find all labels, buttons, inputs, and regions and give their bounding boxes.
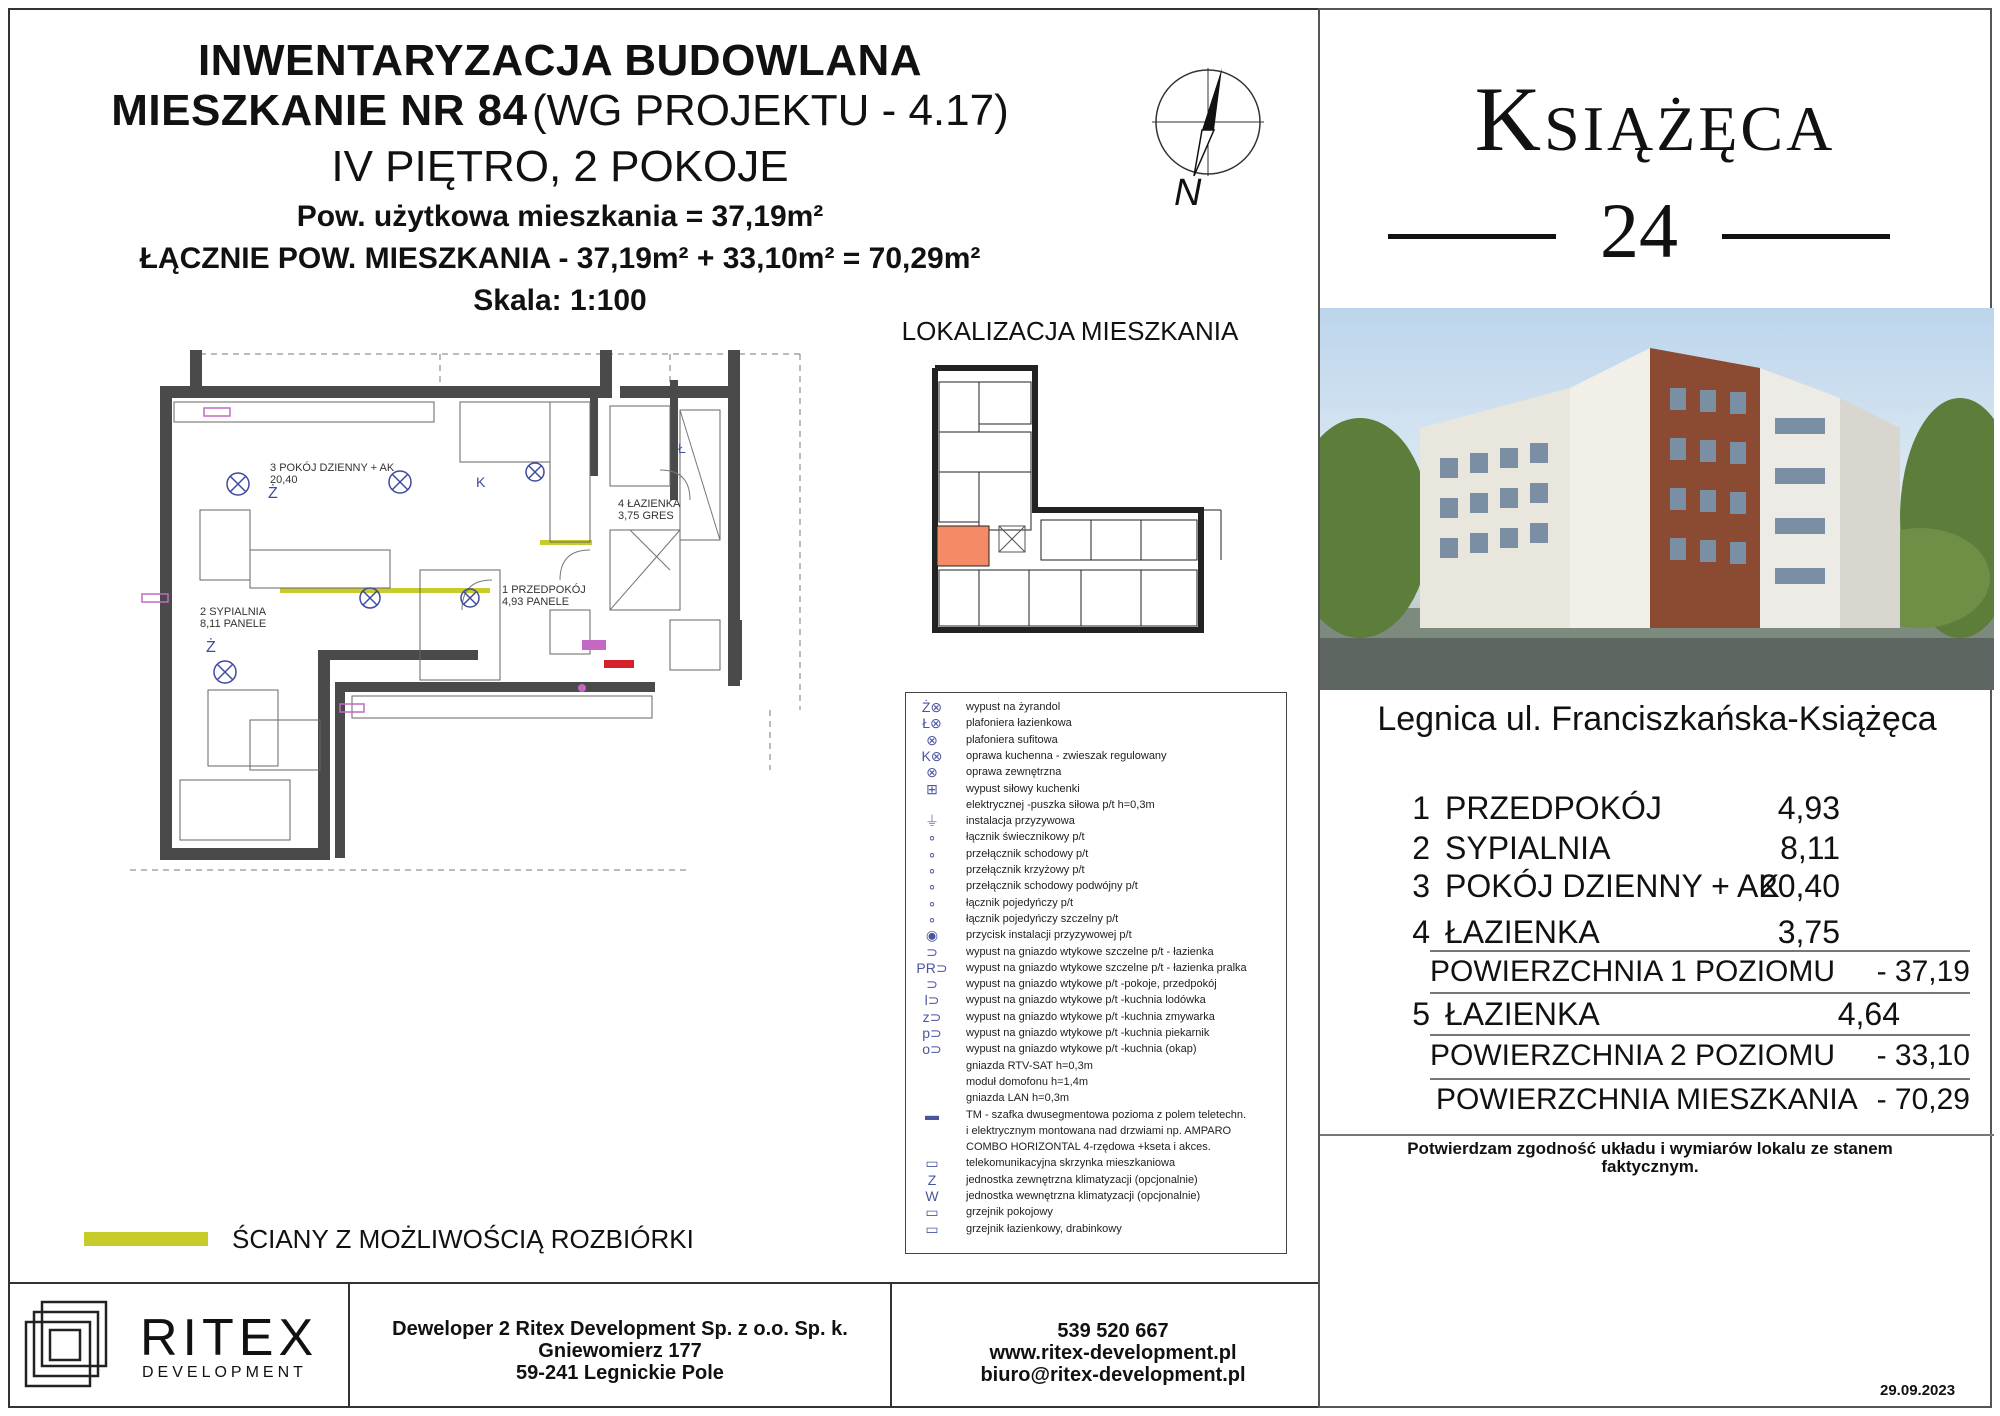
area-total: POWIERZCHNIA MIESZKANIA - 70,29 — [1430, 1078, 1970, 1118]
area-row-3: 3 POKÓJ DZIENNY + AK 20,40 — [1412, 868, 1840, 904]
legend-symbol-icon: ∘ — [927, 845, 937, 862]
legend-symbol-icon: K⊗ — [921, 747, 943, 764]
footer-divider — [8, 1282, 1320, 1284]
legend-text: wypust na gniazdo wtykowe szczelne p/t - łazienka — [966, 945, 1214, 958]
legend-text: łącznik pojedyńczy szczelny p/t — [966, 912, 1119, 925]
area-table-bottom-line — [1320, 1134, 1994, 1136]
header-project-number: (WG PROJEKTU - 4.17) — [532, 86, 1009, 135]
developer-name: Deweloper 2 Ritex Development Sp. z o.o. Sp. k. — [392, 1318, 848, 1340]
compass-north-label: N — [1174, 172, 1202, 214]
wall-legend-label: ŚCIANY Z MOŻLIWOŚCIĄ ROZBIÓRKI — [232, 1224, 694, 1254]
header-floor-rooms: IV PIĘTRO, 2 POKOJE — [331, 142, 789, 191]
legend-text: przycisk instalacji przyzywowej p/t — [966, 929, 1132, 942]
room-label-3: 3 POKÓJ DZIENNY + AK 20,40 — [270, 462, 395, 486]
legend-symbol-icon: ⏚ — [925, 813, 939, 830]
area-row-4: 4 ŁAZIENKA 3,75 — [1412, 914, 1840, 950]
compass-rose — [1148, 60, 1268, 220]
demolishable-wall — [280, 588, 490, 593]
legend-text: wypust na gniazdo wtykowe p/t -kuchnia zmywarka — [966, 1010, 1215, 1023]
header-block — [40, 36, 1080, 324]
floor-plan — [130, 350, 810, 890]
brand-address: Legnica ul. Franciszkańska-Książęca — [1377, 700, 1937, 738]
ritex-logo-name: RITEX — [140, 1309, 319, 1367]
legend-text: przełącznik krzyżowy p/t — [966, 864, 1085, 876]
legend-text: i elektrycznym montowana nad drzwiami np. AMPARO — [966, 1124, 1232, 1137]
developer-street: Gniewomierz 177 — [538, 1340, 702, 1362]
area-row-5: 5 ŁAZIENKA 4,64 — [1430, 992, 1970, 1032]
brand-number: 24 — [1600, 187, 1678, 274]
legend-symbol-icon: o⊃ — [922, 1041, 942, 1058]
legend-text: TM - szafka dwusegmentowa pozioma z polem teletechn. — [966, 1108, 1247, 1121]
legend-symbol-icon: Ż⊗ — [921, 699, 943, 715]
brand-number-line-right — [1722, 234, 1890, 239]
legend-symbol-icon: ▭ — [925, 1155, 939, 1172]
legend-text: wypust na żyrandol — [966, 701, 1061, 713]
developer-info — [352, 1318, 888, 1384]
legend-text: oprawa zewnętrzna — [966, 766, 1062, 779]
footer-divider-2 — [890, 1282, 892, 1408]
confirmation-text: Potwierdzam zgodność układu i wymiarów lokalu ze stanem faktycznym. — [1407, 1139, 1893, 1176]
area-row-2: 2 SYPIALNIA 8,11 — [1412, 830, 1840, 866]
legend-symbol-icon: Z — [927, 1171, 937, 1188]
legend-symbol-icon: ⊗ — [926, 764, 938, 781]
legend-symbol-icon: z⊃ — [922, 1008, 942, 1025]
brand-number-line-left — [1388, 234, 1556, 239]
legend-text: wypust na gniazdo wtykowe szczelne p/t - łazienka pralka — [966, 961, 1247, 974]
legend-symbol-icon: Ł⊗ — [922, 715, 942, 732]
legend-symbol-icon: ⊃ — [926, 976, 938, 993]
legend-text: jednostka wewnętrzna klimatyzacji (opcjonalnie) — [966, 1190, 1201, 1202]
area-level2: POWIERZCHNIA 2 POZIOMU - 33,10 — [1430, 1034, 1970, 1074]
legend-text: gniazda RTV-SAT h=0,3m — [966, 1059, 1093, 1072]
legend-text: telekomunikacyjna skrzynka mieszkaniowa — [966, 1157, 1176, 1170]
legend-symbol-icon: ∘ — [927, 862, 937, 878]
footer-divider-1 — [348, 1282, 350, 1408]
contact-info — [893, 1320, 1333, 1386]
legend-text: wypust siłowy kuchenki — [966, 782, 1080, 795]
legend-text: przełącznik schodowy podwójny p/t — [966, 880, 1138, 893]
header-title: INWENTARYZACJA BUDOWLANA — [197, 36, 923, 85]
legend-text: łącznik pojedyńczy p/t — [966, 896, 1073, 909]
legend-symbol-icon: ∘ — [927, 910, 937, 927]
contact-website[interactable]: www.ritex-development.pl — [989, 1342, 1237, 1364]
room-label-4: 4 ŁAZIENKA 3,75 GRES — [618, 498, 681, 522]
developer-city: 59-241 Legnickie Pole — [516, 1362, 724, 1384]
legend-symbol-icon: ⊞ — [926, 780, 938, 797]
chandelier-symbol: Ż — [268, 485, 278, 502]
legend-text: łącznik świecznikowy p/t — [966, 831, 1085, 844]
legend-text: przełącznik schodowy p/t — [966, 847, 1089, 860]
legend-text: oprawa kuchenna - zwieszak regulowany — [966, 749, 1167, 762]
symbol-legend — [905, 692, 1287, 1254]
legend-text: moduł domofonu h=1,4m — [966, 1075, 1088, 1088]
legend-text: jednostka zewnętrzna klimatyzacji (opcjonalnie) — [966, 1173, 1198, 1186]
building-rendering — [1320, 308, 1994, 690]
legend-symbol-icon: W — [925, 1188, 939, 1204]
legend-symbol-icon: PR⊃ — [916, 959, 948, 976]
legend-symbol-icon: ∘ — [927, 829, 937, 846]
legend-text: grzejnik pokojowy — [966, 1206, 1053, 1219]
legend-symbol-icon: ∘ — [927, 894, 937, 911]
area-row-1: 1 PRZEDPOKÓJ 4,93 — [1412, 790, 1840, 826]
legend-text: gniazda LAN h=0,3m — [966, 1092, 1070, 1105]
room-label-2: 2 SYPIALNIA 8,11 PANELE — [200, 606, 267, 630]
legend-symbol-icon: ▬ — [925, 1106, 939, 1123]
chandelier-symbol-2: Ż — [206, 639, 216, 656]
area-table — [1360, 788, 1980, 1118]
legend-text: COMBO HORIZONTAL 4-rzędowa +kseta i akces. — [966, 1141, 1211, 1154]
brand-name: Książęca — [1474, 68, 1836, 170]
legend-symbol-icon: ⊃ — [926, 943, 938, 960]
contact-phone[interactable]: 539 520 667 — [1057, 1320, 1169, 1342]
kitchen-light-symbol: K — [476, 474, 486, 490]
location-map — [925, 360, 1225, 640]
header-scale: Skala: 1:100 — [473, 284, 647, 317]
contact-email[interactable]: biuro@ritex-development.pl — [980, 1364, 1246, 1386]
document-date: 29.09.2023 — [1880, 1382, 1956, 1399]
header-usable-area: Pow. użytkowa mieszkania = 37,19m² — [296, 200, 824, 233]
header-apartment-number: MIESZKANIE NR 84 — [111, 86, 528, 135]
legend-text: wypust na gniazdo wtykowe p/t -kuchnia piekarnik — [966, 1027, 1210, 1039]
legend-text: instalacja przyzywowa — [966, 815, 1075, 828]
legend-text: plafoniera sufitowa — [966, 733, 1058, 746]
legend-text: wypust na gniazdo wtykowe p/t -kuchnia (okap) — [966, 1043, 1197, 1056]
legend-text: plafoniera łazienkowa — [966, 717, 1072, 730]
wall-legend-swatch — [84, 1232, 208, 1246]
legend-text: elektrycznej -puszka siłowa p/t h=0,3m — [966, 798, 1155, 811]
legend-symbol-icon: ▭ — [925, 1204, 939, 1221]
ritex-logo-sub: DEVELOPMENT — [142, 1364, 307, 1381]
bath-light-symbol: Ł — [678, 440, 686, 456]
area-level1: POWIERZCHNIA 1 POZIOMU - 37,19 — [1430, 950, 1970, 990]
ritex-logo-mark — [20, 1296, 120, 1396]
location-title: LOKALIZACJA MIESZKANIA — [901, 316, 1239, 346]
legend-symbol-icon: ▭ — [925, 1220, 939, 1237]
legend-text: wypust na gniazdo wtykowe p/t -pokoje, przedpokój — [966, 978, 1217, 991]
legend-symbol-icon: l⊃ — [924, 992, 940, 1009]
legend-symbol-icon: ◉ — [925, 927, 939, 944]
header-apartment-line — [40, 86, 1080, 142]
room-label-1: 1 PRZEDPOKÓJ 4,93 PANELE — [502, 584, 586, 608]
legend-text: grzejnik łazienkowy, drabinkowy — [966, 1222, 1122, 1235]
legend-symbol-icon: p⊃ — [922, 1025, 942, 1041]
apartment-highlight — [937, 526, 989, 566]
legend-symbol-icon: ⊗ — [926, 731, 938, 748]
legend-text: wypust na gniazdo wtykowe p/t -kuchnia lodówka — [966, 994, 1206, 1007]
legend-symbol-icon: ∘ — [927, 878, 937, 895]
header-total-area: ŁĄCZNIE POW. MIESZKANIA - 37,19m² + 33,10m² = 70,29m² — [139, 242, 981, 275]
